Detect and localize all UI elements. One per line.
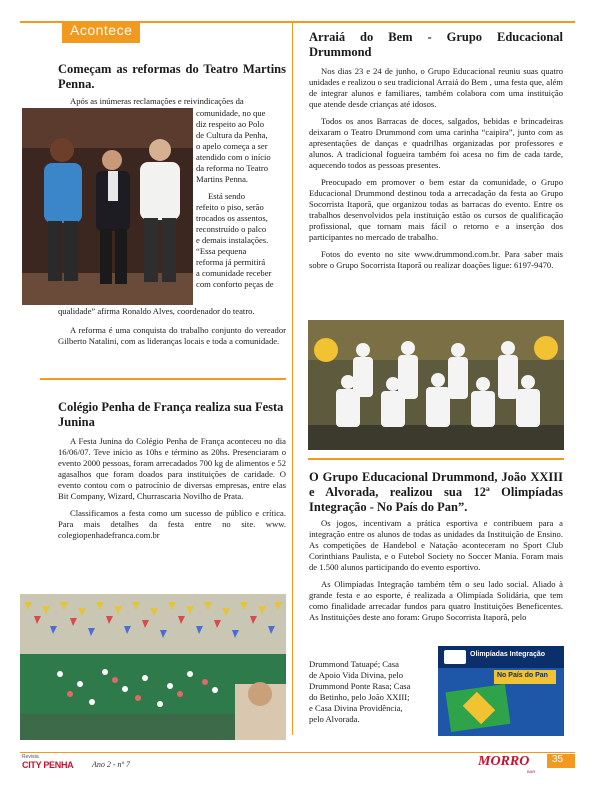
poster-olimpiadas: [438, 646, 564, 736]
olympic-rings-icon: [444, 650, 466, 664]
section-label: Acontece: [70, 22, 133, 38]
section-tag: [62, 21, 140, 43]
poster-title: Olimpíadas Integração: [470, 651, 546, 658]
article-title-teatro: Começam as reformas do Teatro Martins Penna.: [58, 62, 286, 91]
photo-teatro-image: [22, 108, 193, 305]
article-title-arraia: Arraiá do Bem - Grupo Educacional Drummond: [309, 30, 563, 59]
footer-brand-logo: CITY PENHA: [22, 760, 74, 770]
page-number: 35: [552, 754, 564, 765]
article-arraia-body: Nos dias 23 e 24 de junho, o Grupo Educacional reuniu suas quatro unidades e realizou o seu tradicional Arraiá do Bem , uma festa que, além de integrar alunos e familiares, também colabora com uma instituição que atende desde crianças até idosos. Todos os anos Barracas de doces, salgados, bebidas e brincadeiras deixaram o Teatro Drummond com uma carinha “caipira”, junto com as apresentações de danças e quadrilhas organizadas por professores e alunos. A tradicional fogueira também foi acesa no fim de cada tarde, aquecendo todos as pessoas presentes. Preocupado em promover o bem estar da comunidade, o Grupo Educacional Drummond destinou toda a arrecadação da festa ao Grupo Socorrista Itaporã, que organizou todas as barracas do evento. Entre os trabalhos desenvolvidos pela instituição estão os cursos de qualificação profissional, que tornam mais fácil o retorno e a inserção dos participantes no mercado de trabalho. Fotos do evento no site www.drummond.com.br. Para saber mais sobre o Grupo Socorrista Itaporã ou realizar doações ligue: 6197-9470.: [309, 66, 563, 270]
column-divider: [292, 21, 293, 735]
article-teatro-intro: Após as inúmeras reclamações e reivindicações da: [70, 96, 244, 106]
divider-right: [308, 458, 564, 460]
photo-festa-junina: [20, 594, 286, 740]
photo-arraia-image: [308, 320, 564, 450]
article-colegio-body: A Festa Junina do Colégio Penha de França aconteceu no dia 16/06/07. Teve início as 10hs e término as 20hs. Presenciaram o evento 2000 pessoas, foram arrecadados 700 kg de alimentos e 52 agasalhos que foram doados para instituições de caridade. O evento contou com o patrocínio de diversas empresas, entre elas Bit Company, Wizard, Churrascaria Novilho de Prata. Classificamos a festa como um sucesso de público e crítica. Para mais detalhes da festa entre no site. www. colegiopenhadefranca.com.br: [58, 436, 286, 540]
article-olimpiadas-body: Os jogos, incentivam a prática esportiva e contribuem para a integração entre os alunos de todas as unidades da Instituição de Ensino. As competições de Handebol e Natação aconteceram no Sport Club Corinthians Paulista, e o Futebol Society no Soccer Mania. Foram mais de 1.500 alunos participando do evento esportivo. As Olimpíadas Integração também têm o seu lado social. Aliado à grande festa e ao esporte, é realizada a Olimpíada Solidária, que tem como finalidade arrecadar fundos para quatro Instituições Beneficentes. As Instituições deste ano foram: Grupo Socorrista Itaporã, pelo: [309, 518, 563, 622]
photo-festa-image: [20, 594, 286, 740]
footer-rule: [20, 752, 575, 753]
article-teatro-end: qualidade” afirma Ronaldo Alves, coordenador do teatro. A reforma é uma conquista do trabalho conjunto do vereador Gilberto Natalini, com as lideranças locais e toda a comunidade.: [58, 306, 286, 346]
article-title-colegio: Colégio Penha de França realiza sua Festa Junina: [58, 400, 284, 429]
footer-revista: Revista: [22, 754, 39, 760]
photo-arraia-kids: [308, 320, 564, 450]
footer-ad-sub: BAR: [527, 769, 536, 774]
divider-left: [40, 378, 286, 380]
article-olimpiadas-col: Drummond Tatuapé; Casa de Apoio Vida Divina, pelo Drummond Ponte Rasa; Casa do Betinho, pelo João XXIII; e Casa Divina Providência, pelo Alvorada.: [309, 659, 411, 724]
article-title-olimpiadas: O Grupo Educacional Drummond, João XXIII e Alvorada, realizou sua 12ª Olimpíadas Integração - No País do Pan”.: [309, 470, 563, 514]
article-teatro-col: comunidade, no que diz respeito ao Polo de Cultura da Penha, o apelo começa a ser atendido com o início da reforma no Teatro Martins Penna. Está sendo refeito o piso, serão trocados os assentos, reconstruído o palco e demais instalações. “Essa pequena reforma já permitirá a comunidade receber com conforto peças de: [196, 108, 274, 289]
page-number-box: [547, 754, 575, 768]
poster-subtitle: No País do Pan: [497, 672, 548, 679]
photo-teatro-men: [22, 108, 193, 305]
footer-ad-logo: MORRO: [478, 754, 530, 769]
footer-edition: Ano 2 - nº 7: [92, 760, 131, 769]
